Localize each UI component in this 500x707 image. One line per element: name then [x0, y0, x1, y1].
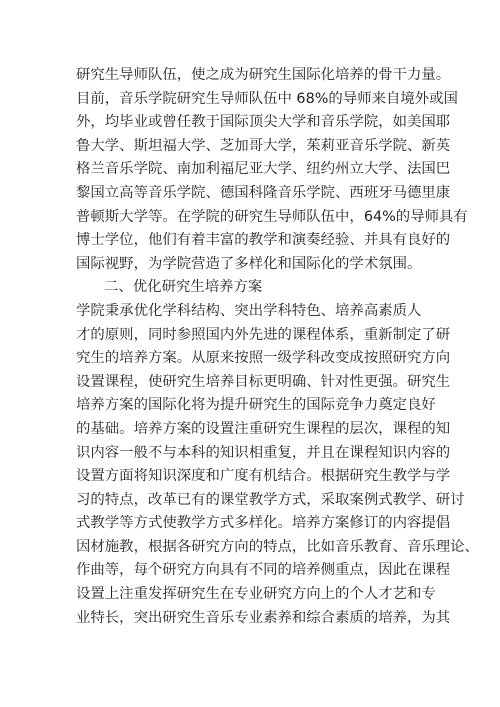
text-line: 黎国立高等音乐学院、德国科隆音乐学院、西班牙马德里康 [76, 184, 451, 201]
document-body [76, 64, 479, 630]
text-line: 才的原则，同时参照国内外先进的课程体系，重新制定了研 [76, 326, 451, 343]
text-line: 研究生导师队伍，使之成为研究生国际化培养的骨干力量。 [76, 67, 451, 83]
text-line: 设置方面将知识深度和广度有机结合。根据研究生教学与学 [76, 468, 451, 485]
text-line: 因材施教，根据各研究方向的特点，比如音乐教育、音乐理论、 [76, 538, 479, 555]
text-line: 培养方案的国际化将为提升研究生的国际竞争力奠定良好 [76, 397, 436, 414]
text-line: 格兰音乐学院、南加利福尼亚大学、纽约州立大学、法国巴 [76, 161, 451, 178]
text-line: 国际视野，为学院营造了多样化和国际化的学术氛围。 [76, 255, 422, 272]
text-line: 学院秉承优化学科结构、突出学科特色、培养高素质人 [76, 302, 422, 319]
text-line: 普顿斯大学等。在学院的研究生导师队伍中，64%的导师具有 [76, 208, 468, 225]
text-line: 识内容一般不与本科的知识相重复，并且在课程知识内容的 [76, 444, 451, 461]
text-line: 业特长，突出研究生音乐专业素养和综合素质的培养，为其 [76, 609, 451, 626]
text-line: 究生的培养方案。从原来按照一级学科改变成按照研究方向 [76, 350, 451, 367]
text-line: 博士学位，他们有着丰富的教学和演奏经验、并具有良好的 [76, 232, 451, 249]
section-heading: 二、优化研究生培养方案 [104, 279, 263, 296]
text-line: 的基础。培养方案的设置注重研究生课程的层次，课程的知 [76, 420, 451, 437]
text-line: 目前，音乐学院研究生导师队伍中 68%的导师来自境外或国 [76, 90, 458, 107]
text-line: 式教学等方式使教学方式多样化。培养方案修订的内容提倡 [76, 515, 451, 532]
text-line: 鲁大学、斯坦福大学、芝加哥大学，茱莉亚音乐学院、新英 [76, 137, 451, 154]
text-line: 设置上注重发挥研究生在专业研究方向上的个人才艺和专 [76, 586, 436, 603]
text-line: 作曲等，每个研究方向具有不同的培养侧重点，因此在课程 [76, 562, 451, 579]
text-line: 习的特点，改革已有的课堂教学方式，采取案例式教学、研讨 [76, 491, 465, 508]
text-line: 设置课程，使研究生培养目标更明确、针对性更强。研究生 [76, 373, 451, 390]
text-line: 外，均毕业或曾任教于国际顶尖大学和音乐学院，如美国耶 [76, 114, 451, 131]
